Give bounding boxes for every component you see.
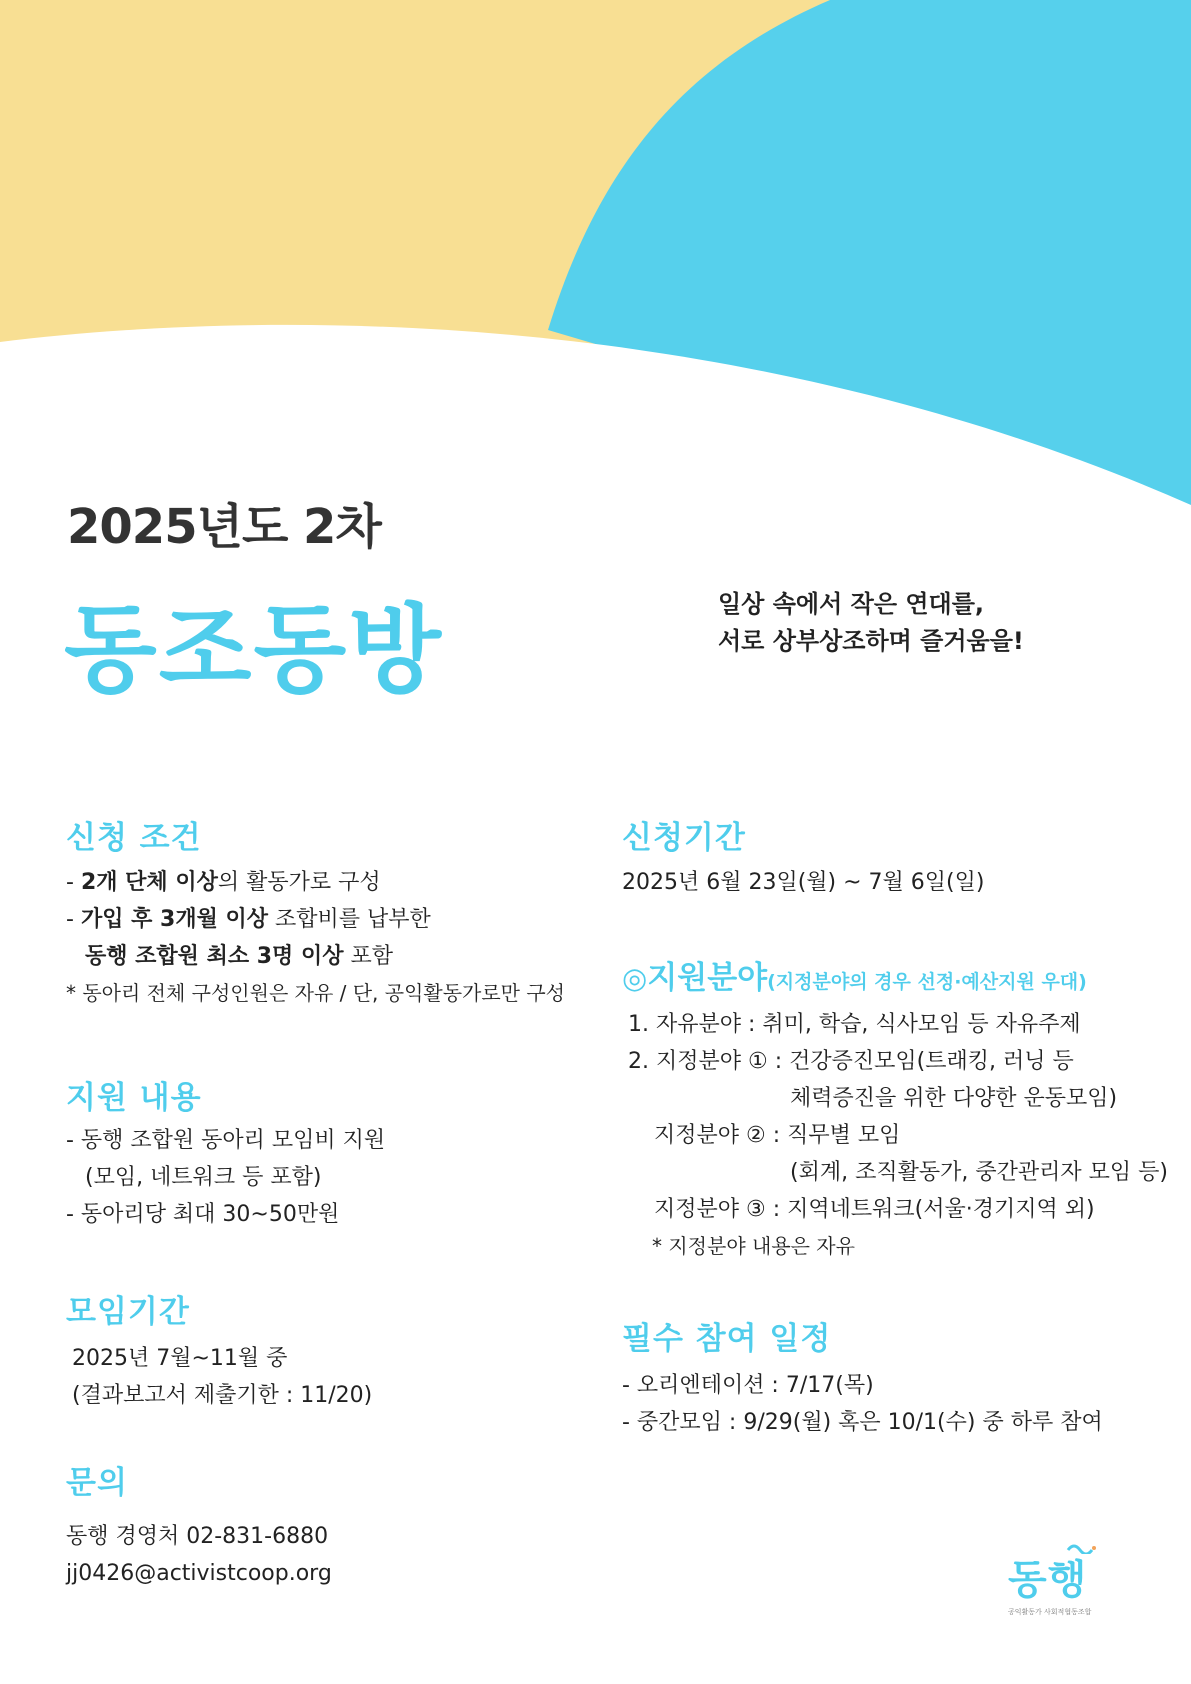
item-text: 포함 (343, 944, 393, 969)
list-item: 지정분야 ② : 직무별 모임 (654, 1123, 901, 1148)
list-item: 2. 지정분야 ① : 건강증진모임(트래킹, 러닝 등 (628, 1049, 1074, 1074)
list-item: (회계, 조직활동가, 중간관리자 모임 등) (790, 1160, 1168, 1185)
note: * 지정분야 내용은 자유 (652, 1234, 855, 1258)
item-text: 의 활동가로 구성 (217, 870, 381, 895)
emphasis: 동행 조합원 최소 3명 이상 (85, 944, 344, 969)
support-fields-note: (지정분야의 경우 선정·예산지원 우대) (767, 971, 1087, 993)
required-schedule-list (622, 1367, 1103, 1441)
support-fields-heading (622, 952, 1087, 997)
required-schedule-heading: 필수 참여 일정 (622, 1321, 832, 1357)
application-period-heading: 신청기간 (622, 820, 746, 856)
slogan-line: 일상 속에서 작은 연대를, (718, 590, 985, 618)
list-item: - 오리엔테이션 : 7/17(목) (622, 1373, 874, 1398)
support-content-heading: 지원 내용 (66, 1080, 202, 1116)
double-circle-icon: ◎ (622, 961, 648, 995)
background-shapes (0, 0, 1191, 560)
list-item: 지정분야 ③ : 지역네트워크(서울·경기지역 외) (654, 1197, 1095, 1222)
wave-icon (1066, 1540, 1098, 1554)
logo-text: 동행 (1008, 1557, 1088, 1603)
logo (1008, 1548, 1108, 1617)
list-item: 체력증진을 위한 다양한 운동모임) (790, 1086, 1118, 1111)
support-fields-list (628, 1006, 1168, 1265)
list-item: - 가입 후 3개월 이상 조합비를 납부한 (66, 907, 431, 932)
logo-subtext: 공익활동가 사회적협동조합 (1008, 1608, 1092, 1616)
contact-info (66, 1518, 332, 1592)
period-line: (결과보고서 제출기한 : 11/20) (72, 1383, 373, 1408)
list-item: (모임, 네트워크 등 포함) (85, 1165, 322, 1190)
emphasis: 2개 단체 이상 (80, 870, 218, 895)
emphasis: 가입 후 3개월 이상 (80, 907, 268, 932)
meeting-period-heading: 모임기간 (66, 1294, 190, 1330)
meeting-period-text (72, 1340, 372, 1414)
slogan-line: 서로 상부상조하며 즐거움을! (718, 627, 1024, 655)
note: * 동아리 전체 구성인원은 자유 / 단, 공익활동가로만 구성 (66, 981, 565, 1005)
contact-heading: 문의 (66, 1465, 128, 1501)
application-period-text: 2025년 6월 23일(월) ~ 7월 6일(일) (622, 870, 985, 895)
list-item: - 동아리당 최대 30~50만원 (66, 1202, 340, 1227)
support-content-list (66, 1122, 385, 1233)
event-subtitle: 2025년도 2차 (67, 499, 381, 555)
slogan (718, 586, 1024, 660)
list-item: - 2개 단체 이상의 활동가로 구성 (66, 870, 381, 895)
contact-phone: 동행 경영처 02-831-6880 (66, 1524, 329, 1549)
contact-email[interactable]: jj0426@activistcoop.org (66, 1561, 332, 1586)
event-title: 동조동방 (64, 594, 443, 706)
conditions-list (66, 864, 565, 1012)
period-line: 2025년 7월~11월 중 (72, 1346, 288, 1371)
item-text: 조합비를 납부한 (268, 907, 431, 932)
list-item (66, 938, 565, 975)
support-fields-title: 지원분야 (647, 960, 768, 996)
list-item: - 중간모임 : 9/29(월) 혹은 10/1(수) 중 하루 참여 (622, 1410, 1103, 1435)
conditions-heading: 신청 조건 (66, 820, 202, 856)
list-item: 1. 자유분야 : 취미, 학습, 식사모임 등 자유주제 (628, 1012, 1081, 1037)
list-item: - 동행 조합원 동아리 모임비 지원 (66, 1128, 386, 1153)
